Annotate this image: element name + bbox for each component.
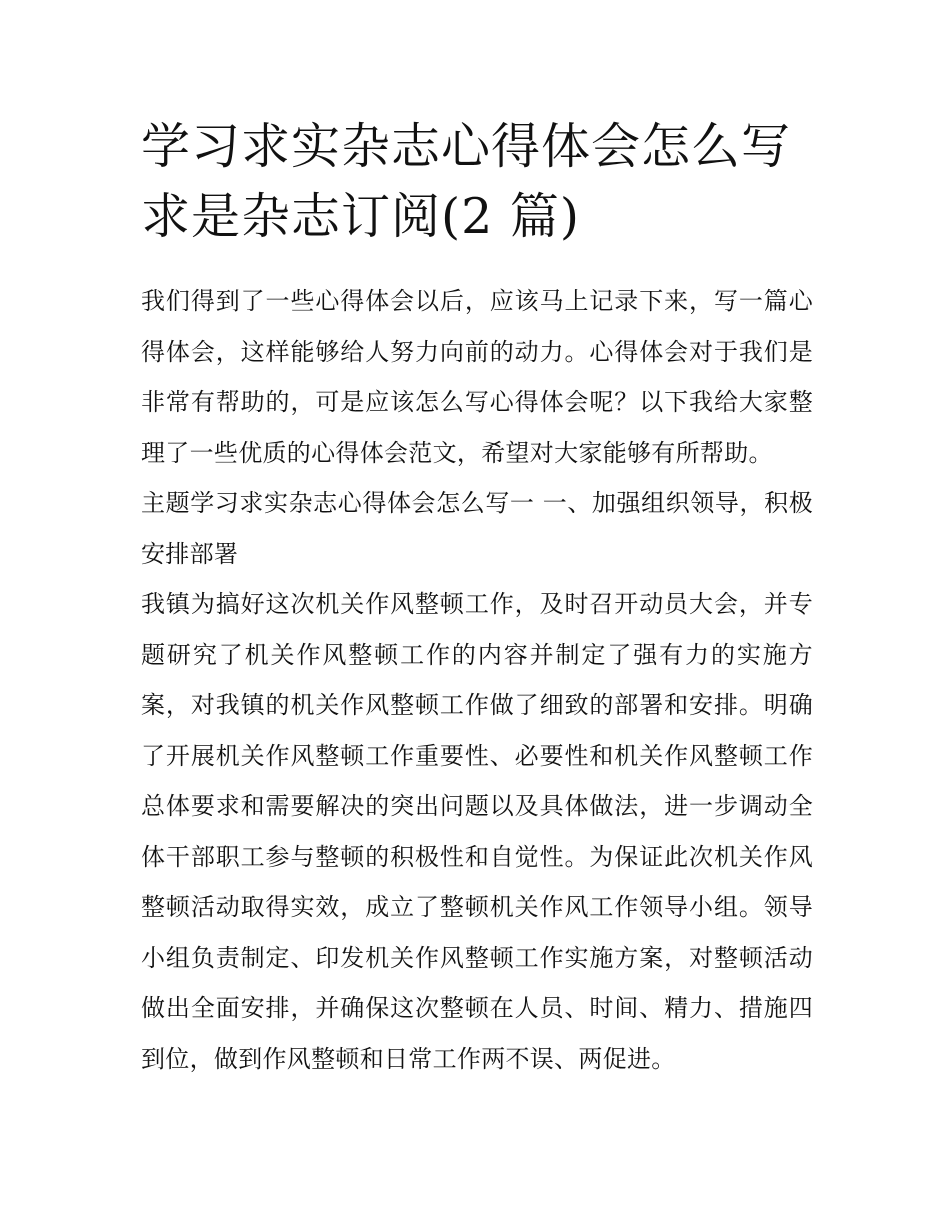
section-heading: 主题学习求实杂志心得体会怎么写一 一、加强组织领导，积极安排部署 [141,489,813,568]
intro-paragraph: 我们得到了一些心得体会以后，应该马上记录下来，写一篇心得体会，这样能够给人努力向前的动力。心得体会对于我们是非常有帮助的，可是应该怎么写心得体会呢？以下我给大家整理了一些优质的心得体会范文，希望对大家能够有所帮助。 [141,287,813,467]
document-page [141,112,813,1084]
body-paragraph: 我镇为搞好这次机关作风整顿工作，及时召开动员大会，并专题研究了机关作风整顿工作的内容并制定了强有力的实施方案，对我镇的机关作风整顿工作做了细致的部署和安排。明确了开展机关作风整顿工作重要性、必要性和机关作风整顿工作总体要求和需要解决的突出问题以及具体做法，进一步调动全体干部职工参与整顿的积极性和自觉性。为保证此次机关作风整顿活动取得实效，成立了整顿机关作风工作领导小组。领导小组负责制定、印发机关作风整顿工作实施方案，对整顿活动做出全面安排，并确保这次整顿在人员、时间、精力、措施四到位，做到作风整顿和日常工作两不误、两促进。 [141,590,813,1073]
document-title: 学习求实杂志心得体会怎么写求是杂志订阅(2 篇) [141,118,792,245]
